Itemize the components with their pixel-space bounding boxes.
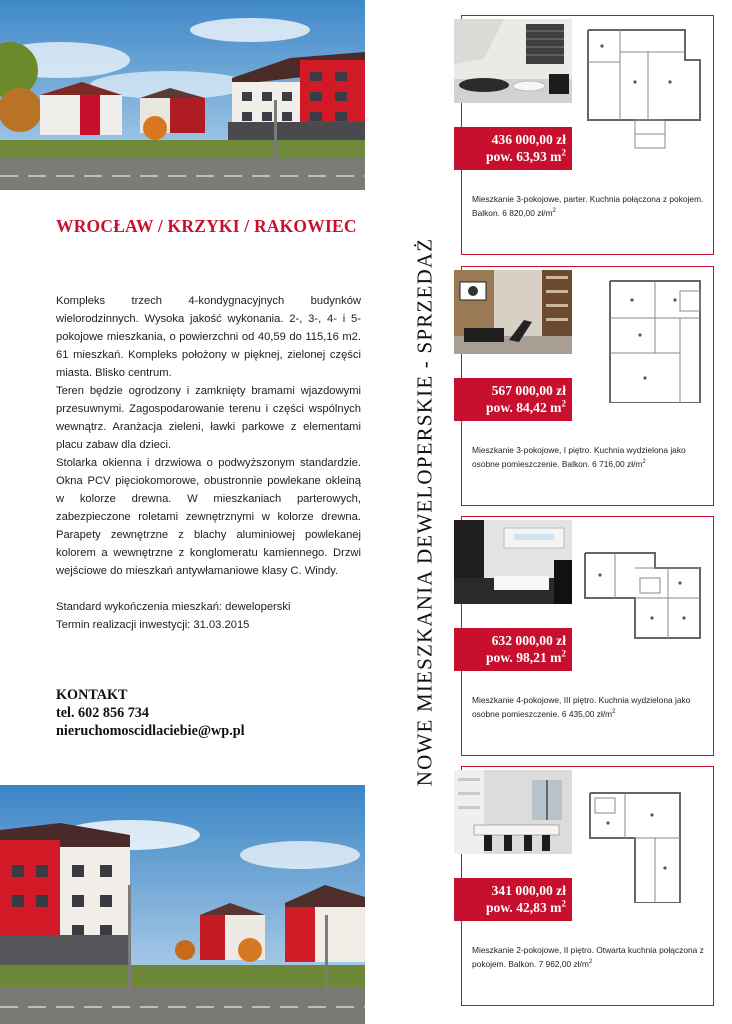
area: pow. 63,93 $m^2$	[485, 147, 566, 164]
price: 341 000,00 zł	[491, 883, 566, 898]
floor-plan	[580, 22, 708, 152]
location-heading: WROCŁAW / KRZYKI / RAKOWIEC	[56, 216, 357, 236]
area: pow. 98,21 $m^2$	[485, 648, 566, 665]
price-box	[454, 628, 572, 671]
price-box	[454, 878, 572, 921]
contact-phone[interactable]: tel. 602 856 734	[56, 705, 149, 721]
building-photo-bottom	[0, 785, 365, 1024]
price: 632 000,00 zł	[491, 633, 566, 648]
description-paragraph-3: Stolarka okienna i drzwiowa o podwyższonym standardzie. Okna PCV pięciokomorowe, obustronnie powlekane okleiną w kolorze drewna. W mieszkaniach parterowych, zabezpieczone roletami zewnętrznymi w kolorze drewna. Parapety zewnętrzne z blachy aluminiowej powlekanej kolorem a wewnętrzne z konglomeratu kamiennego. Drzwi wejściowe do mieszkań antywłamaniowe klasy C. Windy.	[56, 457, 361, 577]
contact-heading: KONTAKT	[56, 687, 128, 703]
floor-plan	[580, 273, 708, 403]
interior-photo	[454, 520, 572, 604]
offer-info: Mieszkanie 3-pokojowe, parter. Kuchnia połączona z pokojem. Balkon. 6 820,00 $zł/m^2$	[472, 194, 704, 218]
offer-info: Mieszkanie 2-pokojowe, II piętro. Otwarta kuchnia połączona z pokojem. Balkon. 7 962,00 $zł/m^2$	[472, 945, 704, 969]
offer-card[interactable]	[461, 266, 714, 506]
price-box	[454, 127, 572, 170]
price: 567 000,00 zł	[491, 383, 566, 398]
interior-photo	[454, 19, 572, 103]
price-box	[454, 378, 572, 421]
description-paragraph-2: Teren będzie ogrodzony i zamknięty bramami wjazdowymi przesuwnymi. Zagospodarowanie terenu i części wspólnych wewnątrz. Aranżacja zieleni, ławki parkowe z elementami placu zabaw dla dzieci.	[56, 385, 361, 451]
completion-date: Termin realizacji inwestycji: 31.03.2015	[56, 619, 250, 631]
building-photo-top	[0, 0, 365, 190]
interior-photo	[454, 270, 572, 354]
offer-card[interactable]	[461, 766, 714, 1006]
interior-photo	[454, 770, 572, 854]
offer-info: Mieszkanie 3-pokojowe, I piętro. Kuchnia wydzielona jako osobne pomieszczenie. Balkon. 6 716,00 $zł/m^2$	[472, 445, 686, 469]
contact-block	[56, 686, 356, 740]
area: pow. 42,83 $m^2$	[485, 898, 566, 915]
area: pow. 84,42 $m^2$	[485, 398, 566, 415]
offer-card[interactable]	[461, 516, 714, 756]
floor-plan	[580, 523, 708, 653]
description-paragraph-1: Kompleks trzech 4-kondygnacyjnych budynków wielorodzinnych. Wysoka jakość wykonania. 2-, 3-, 4- i 5-pokojowe mieszkania, o powierzchni od 40,59 do 115,16 m2. 61 mieszkań. Kompleks położony w pięknej, zielonej części miasta. Blisko centrum.	[56, 295, 361, 379]
contact-email[interactable]: nieruchomoscidlaciebie@wp.pl	[56, 723, 245, 739]
offer-info: Mieszkanie 4-pokojowe, III piętro. Kuchnia wydzielona jako osobne pomieszczenie. 6 435,00 $zł/m^2$	[472, 695, 691, 719]
floor-plan	[580, 773, 708, 903]
description	[56, 292, 361, 634]
price: 436 000,00 zł	[491, 132, 566, 147]
offer-card[interactable]	[461, 15, 714, 255]
vertical-title-text: NOWE MIESZKANIA DEWELOPERSKIE - SPRZEDAŻ	[412, 237, 437, 787]
finish-standard: Standard wykończenia mieszkań: deweloperski	[56, 601, 291, 613]
